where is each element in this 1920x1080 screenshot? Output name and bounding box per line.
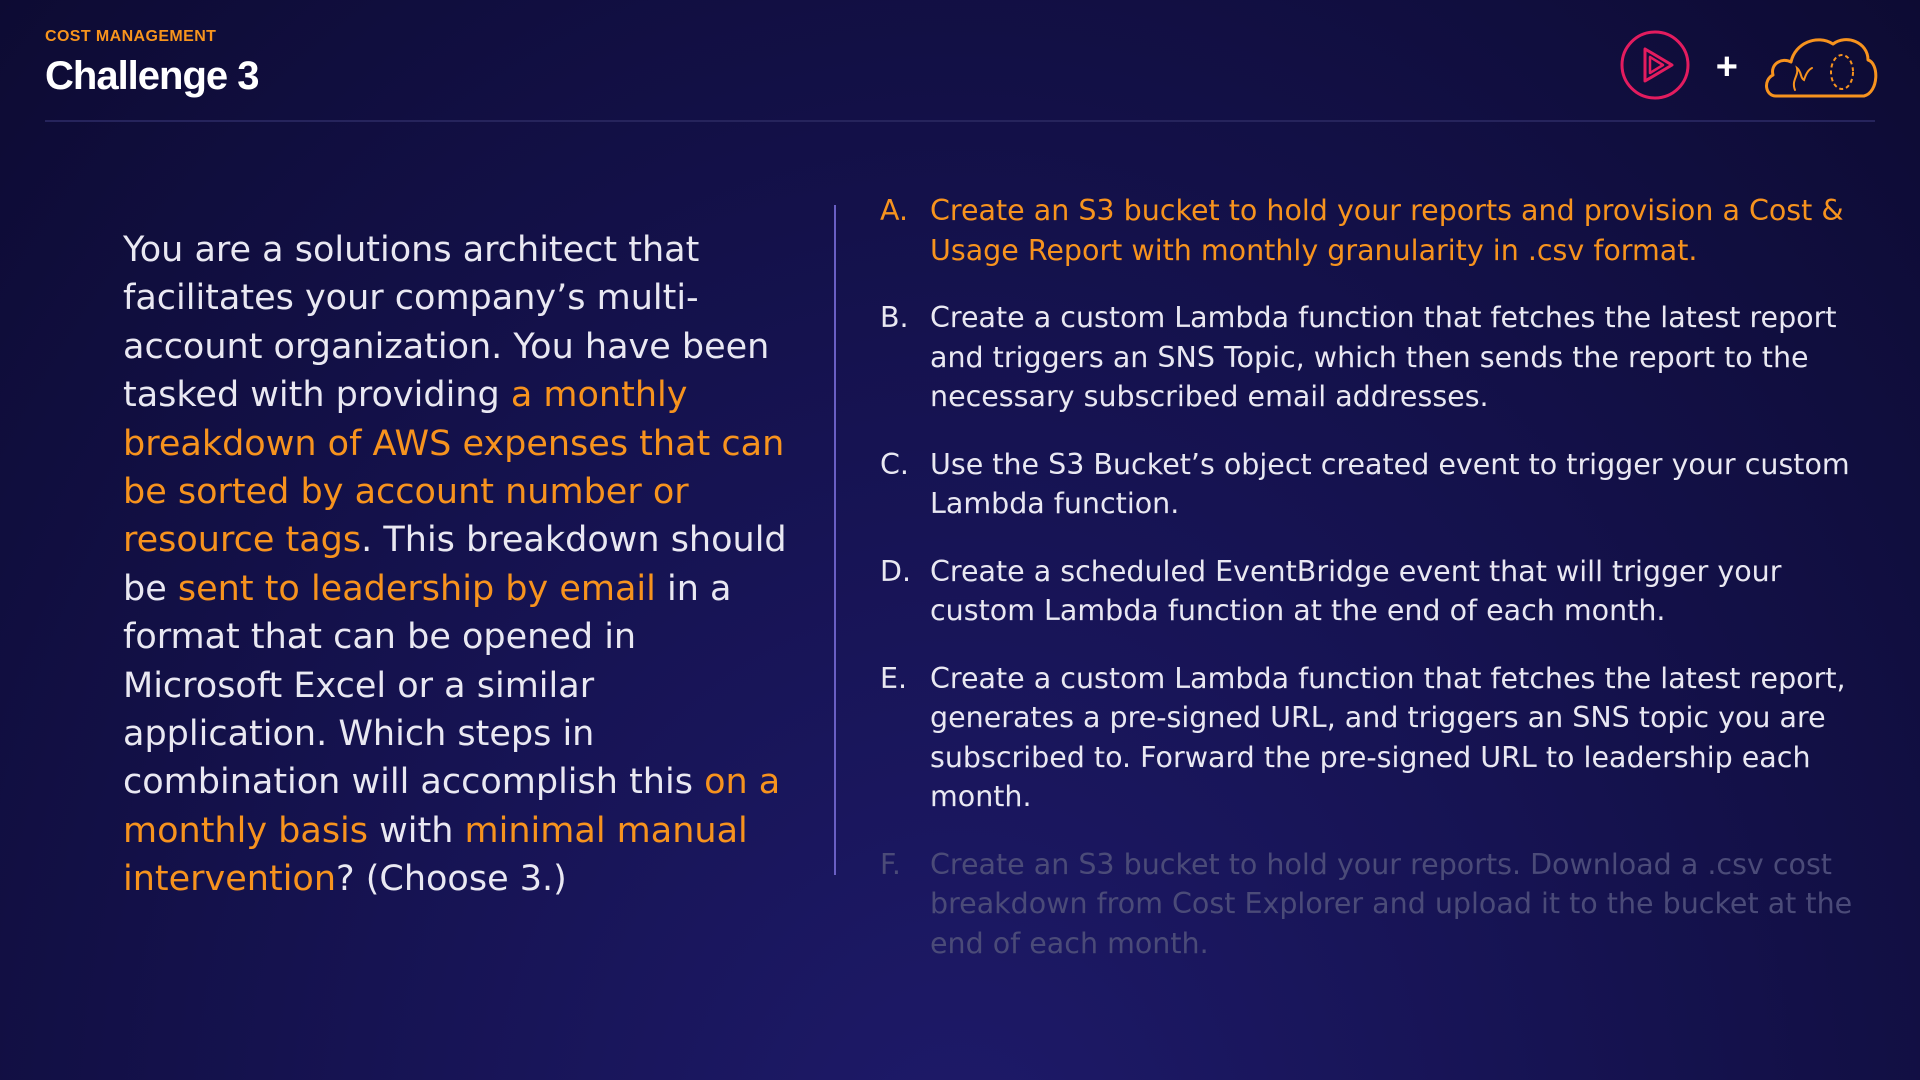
option-letter: C.	[880, 447, 909, 481]
play-circle-icon	[1620, 30, 1690, 104]
option-text: Create a custom Lambda function that fetches the latest report and triggers an SNS Topic, which then sends the report to the necessary subscribed email addresses.	[930, 301, 1837, 413]
header-divider	[45, 120, 1875, 122]
question-highlight: minimal manual intervention	[123, 810, 748, 900]
option-letter: A.	[880, 194, 909, 227]
option-d	[880, 552, 1880, 631]
cloud-icon	[1762, 30, 1878, 104]
slide-header	[45, 26, 259, 99]
question-segment: ? (Choose 3.)	[336, 859, 567, 900]
option-text: Create a custom Lambda function that fetches the latest report, generates a pre-signed URL, and triggers an SNS topic you are subscribed to. Forward the pre-signed URL to leadership each month.	[930, 661, 1846, 813]
question-highlight: sent to leadership by email	[177, 568, 656, 609]
question-segment: in a format that can be opened in Microsoft Excel or a similar application. Which steps in combination will accomplish this	[123, 568, 732, 803]
question-text	[123, 226, 803, 904]
option-letter: D.	[880, 554, 912, 588]
question-segment: You are a solutions architect that facilitates your company’s multi-account organization. You have been tasked with providing	[123, 230, 770, 416]
option-letter: E.	[880, 661, 908, 695]
option-text: Use the S3 Bucket’s object created event to trigger your custom Lambda function.	[930, 447, 1850, 520]
option-f	[880, 845, 1880, 964]
column-divider	[834, 205, 836, 875]
option-text: Create an S3 bucket to hold your reports. Download a .csv cost breakdown from Cost Explorer and upload it to the bucket at the end of each month.	[930, 847, 1853, 960]
option-letter: B.	[880, 301, 909, 334]
plus-sign: +	[1715, 46, 1738, 88]
option-letter: F.	[880, 847, 901, 881]
option-text: Create an S3 bucket to hold your reports and provision a Cost & Usage Report with monthly granularity in .csv format.	[930, 194, 1844, 267]
brand-logos	[1620, 30, 1878, 104]
question-highlight: on a monthly basis	[123, 762, 781, 851]
option-b	[880, 298, 1880, 417]
question-segment: . This breakdown should be	[123, 520, 787, 609]
page-title: Challenge 3	[45, 54, 259, 98]
section-label: COST MANAGEMENT	[45, 28, 217, 45]
option-text: Create a scheduled EventBridge event that will trigger your custom Lambda function at the end of each month.	[930, 554, 1782, 627]
option-e	[880, 659, 1880, 817]
option-c	[880, 445, 1880, 524]
answer-options	[880, 191, 1880, 991]
option-a	[880, 191, 1880, 270]
question-highlight: a monthly breakdown of AWS expenses that can be sorted by account number or resource tags	[123, 375, 785, 561]
question-segment: with	[368, 810, 465, 851]
